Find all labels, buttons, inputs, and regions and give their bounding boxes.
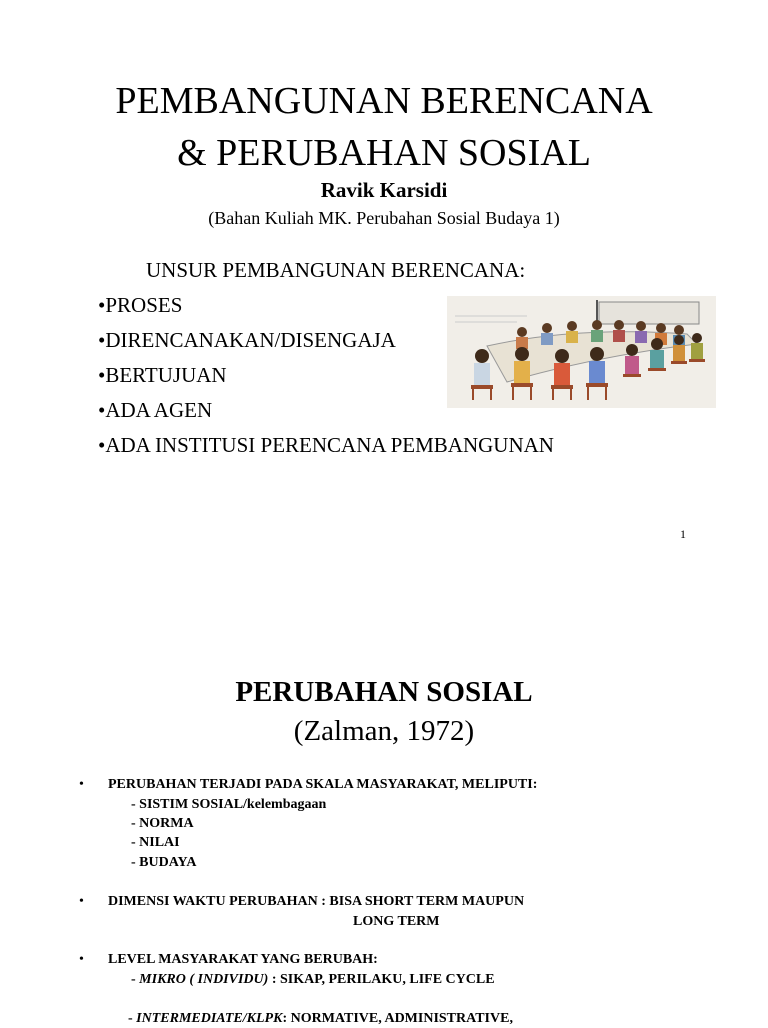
subitem: - SISTIM SOSIAL/kelembagaan: [131, 797, 327, 812]
subitem: - BUDAYA: [131, 855, 197, 870]
bullet-dot: •: [79, 952, 84, 967]
bullet-dot: •: [79, 894, 84, 909]
bullet-item: •BERTUJUAN: [98, 363, 227, 387]
bullet-item: •ADA AGEN: [98, 398, 213, 422]
point1-text: PERUBAHAN TERJADI PADA SKALA MASYARAKAT, MELIPUTI:: [108, 777, 538, 792]
bullet-item: •PROSES: [98, 293, 183, 317]
subitem: - NILAI: [131, 835, 180, 850]
slide2-title: PERUBAHAN SOSIAL: [235, 676, 533, 708]
mikro-label: MIKRO ( INDIVIDU): [139, 972, 269, 987]
mikro-desc: : SIKAP, PERILAKU, LIFE CYCLE: [268, 972, 495, 987]
mikro-dash: -: [131, 972, 140, 987]
bullet-dot: •: [79, 777, 84, 792]
slide2-citation: (Zalman, 1972): [293, 715, 475, 747]
intermediate-desc: : NORMATIVE, ADMINISTRATIVE,: [282, 1011, 513, 1026]
intermediate-label: INTERMEDIATE/KLPK: [136, 1011, 283, 1026]
bullet-item: •ADA INSTITUSI PERENCANA PEMBANGUNAN: [98, 433, 554, 457]
slide-title-line1: PEMBANGUNAN BERENCANA: [115, 80, 653, 122]
author-name: Ravik Karsidi: [320, 178, 448, 202]
point2-line2: LONG TERM: [353, 914, 440, 929]
point3-text: LEVEL MASYARAKAT YANG BERUBAH:: [108, 952, 378, 967]
intermediate-dash: -: [128, 1011, 137, 1026]
page-number: 1: [680, 527, 686, 541]
mikro-line: [131, 970, 495, 989]
section-heading: UNSUR PEMBANGUNAN BERENCANA:: [146, 258, 526, 282]
meeting-illustration: [447, 296, 716, 408]
intermediate-line: [128, 1009, 513, 1028]
point2-line1: DIMENSI WAKTU PERUBAHAN : BISA SHORT TERM MAUPUN: [108, 894, 525, 909]
slide-title-line2: & PERUBAHAN SOSIAL: [177, 132, 591, 174]
bullet-item: •DIRENCANAKAN/DISENGAJA: [98, 328, 396, 352]
course-subtitle: (Bahan Kuliah MK. Perubahan Sosial Budaya 1): [208, 208, 560, 228]
subitem: - NORMA: [131, 816, 194, 831]
